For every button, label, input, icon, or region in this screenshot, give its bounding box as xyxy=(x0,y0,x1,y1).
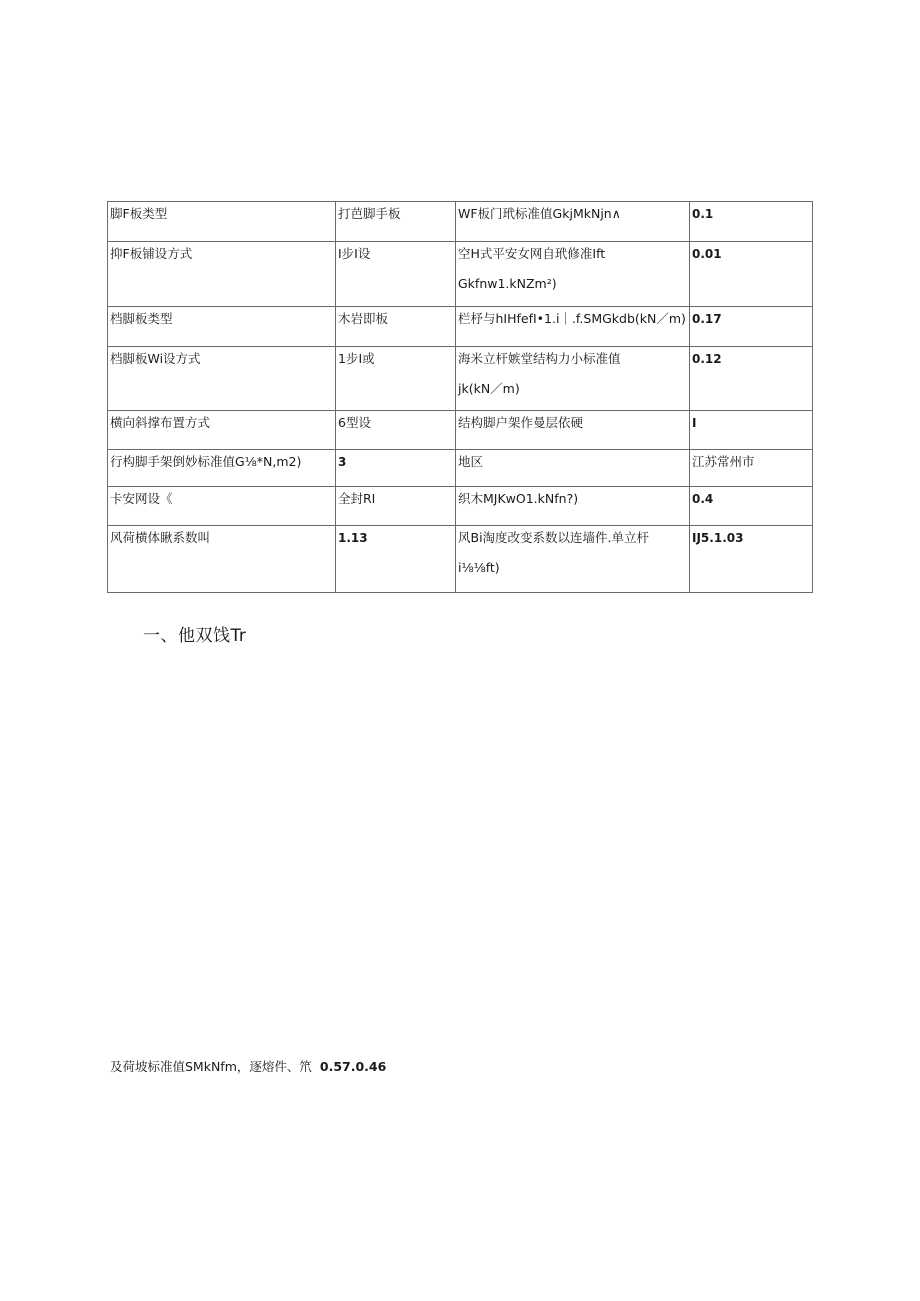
param-value-cell: I步I设 xyxy=(336,242,456,307)
param-value-cell: 0.4 xyxy=(690,487,813,526)
param-name-text: WF板门玳标准值GkjMkNjn∧ xyxy=(458,206,621,221)
table-row xyxy=(108,411,813,450)
footer-value: 0.57.0.46 xyxy=(319,1059,387,1074)
table-row xyxy=(108,347,813,411)
param-value-cell: 打芭脚手板 xyxy=(336,202,456,242)
scaffold-parameters-table xyxy=(107,201,813,593)
table-row xyxy=(108,450,813,487)
param-name-cell xyxy=(456,526,690,593)
param-name-text: 栏杼与hIHfefI•1.i｜.f.SMGkdb(kN／m) xyxy=(458,311,686,326)
param-name-cell: 卡安网设《 xyxy=(108,487,336,526)
table-row xyxy=(108,487,813,526)
param-value-cell: 0.1 xyxy=(690,202,813,242)
param-name-cell xyxy=(456,202,690,242)
footer-label: 及荷坡标准值SMkNfm，逐熔件、笊 xyxy=(110,1059,312,1074)
table-row xyxy=(108,202,813,242)
param-value-cell: 0.12 xyxy=(690,347,813,411)
param-value-cell: 江苏常州市 xyxy=(690,450,813,487)
param-name-text: 海米立杆嫉堂结构力小标准值 xyxy=(458,351,621,366)
param-name-text: 地区 xyxy=(458,454,484,469)
param-value-cell: 全封RI xyxy=(336,487,456,526)
param-value-cell: 6型设 xyxy=(336,411,456,450)
param-name-cell xyxy=(456,450,690,487)
param-value-cell: 3 xyxy=(336,450,456,487)
param-name-text-line2: i⅛⅛ft) xyxy=(458,559,500,575)
param-name-cell xyxy=(456,307,690,347)
param-name-cell: 档脚板类型 xyxy=(108,307,336,347)
param-name-cell: 横向斜撑布置方式 xyxy=(108,411,336,450)
footer-text-line xyxy=(110,1057,386,1075)
table-row xyxy=(108,307,813,347)
param-name-text: 空H式平安女网自玳修准Ift xyxy=(458,246,606,261)
param-name-cell xyxy=(456,242,690,307)
section-heading: 一、他双饯Tr xyxy=(143,626,247,646)
param-value-cell: 0.01 xyxy=(690,242,813,307)
param-name-text-line2: Gkfnw1.kNZm²) xyxy=(458,275,557,291)
table-row xyxy=(108,242,813,307)
param-name-cell: 行构脚手架倒妙标准值G⅛*N,m2) xyxy=(108,450,336,487)
param-value-cell: 0.17 xyxy=(690,307,813,347)
param-value-cell: IJ5.1.03 xyxy=(690,526,813,593)
param-name-cell: 档脚板Wi设方式 xyxy=(108,347,336,411)
table-row xyxy=(108,526,813,593)
param-name-cell: 抑F板铺设方式 xyxy=(108,242,336,307)
param-name-cell: 脚F板类型 xyxy=(108,202,336,242)
param-value-cell: 1.13 xyxy=(336,526,456,593)
param-name-text-line2: jk(kN／m) xyxy=(458,380,520,396)
param-name-cell xyxy=(456,487,690,526)
param-value-cell: 1步I或 xyxy=(336,347,456,411)
param-name-cell: 风荷横体瞅系数叫 xyxy=(108,526,336,593)
param-name-text: 结构脚户架作曼层依硬 xyxy=(458,415,584,430)
param-name-text: 织木MJKwO1.kNfn?) xyxy=(458,491,579,506)
param-value-cell: I xyxy=(690,411,813,450)
param-name-text: 风Bi淘度改变系数以连墙件.单立杆 xyxy=(458,530,650,545)
param-name-cell xyxy=(456,411,690,450)
param-name-cell xyxy=(456,347,690,411)
param-value-cell: 木岩即板 xyxy=(336,307,456,347)
